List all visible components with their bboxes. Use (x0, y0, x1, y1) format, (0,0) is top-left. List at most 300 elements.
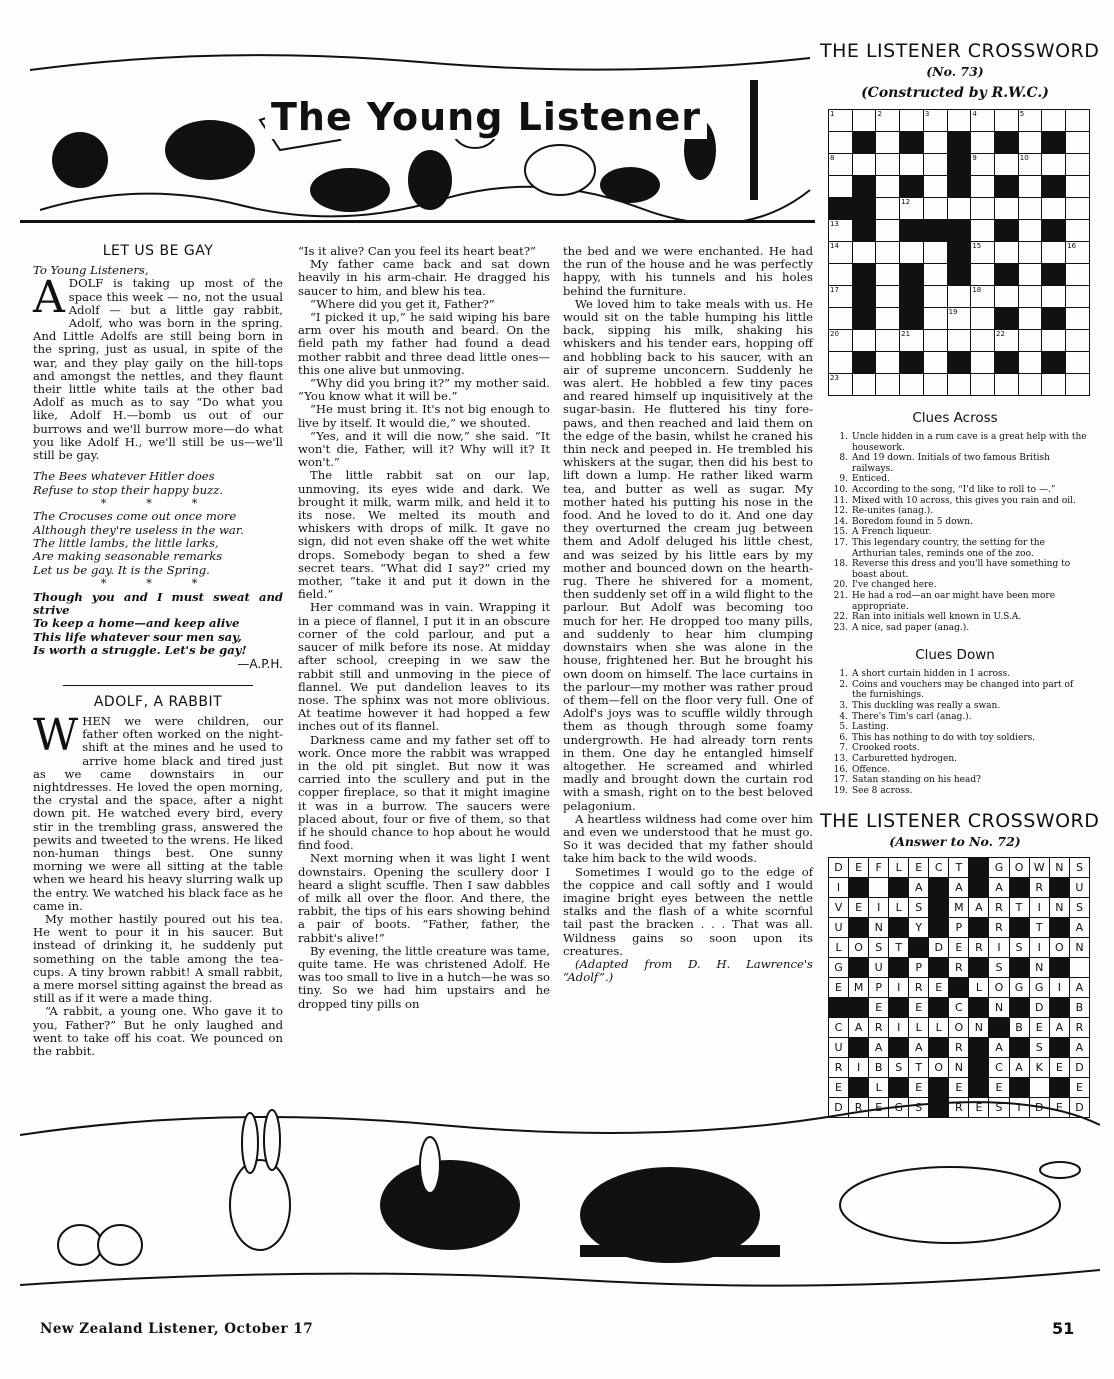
answer-black-cell (1009, 958, 1029, 978)
grid-cell[interactable] (1066, 374, 1090, 396)
grid-cell[interactable] (971, 330, 995, 352)
answer-cell: R (1029, 878, 1049, 898)
answer-cell: S (1069, 858, 1089, 878)
grid-cell[interactable] (1042, 154, 1066, 176)
answer-cell: C (929, 858, 949, 878)
answer-black-cell (889, 878, 909, 898)
answer-cell: D (829, 1098, 849, 1118)
grid-cell[interactable] (852, 110, 876, 132)
grid-cell[interactable] (1066, 286, 1090, 308)
grid-cell[interactable] (829, 264, 853, 286)
page-number: 51 (1052, 1319, 1075, 1338)
grid-cell[interactable] (1042, 110, 1066, 132)
answer-black-cell (889, 958, 909, 978)
clues-across-heading: Clues Across (912, 410, 998, 426)
clue-text: Satan standing on his head? (852, 775, 981, 786)
grid-cell[interactable]: 21 (900, 330, 924, 352)
grid-cell[interactable] (852, 242, 876, 264)
grid-cell[interactable] (947, 110, 971, 132)
grid-cell[interactable] (971, 132, 995, 154)
answer-cell: O (989, 978, 1009, 998)
answer-cell: P (949, 918, 969, 938)
grid-cell[interactable] (1066, 330, 1090, 352)
answer-cell: N (949, 1058, 969, 1078)
grid-cell[interactable] (829, 308, 853, 330)
grid-cell[interactable]: 1 (829, 110, 853, 132)
grid-cell[interactable] (876, 286, 900, 308)
grid-cell[interactable] (1066, 198, 1090, 220)
answer-cell: D (1029, 1098, 1049, 1118)
grid-black-cell (1042, 352, 1066, 374)
answer-cell: N (1069, 938, 1089, 958)
grid-cell[interactable]: 13 (829, 220, 853, 242)
grid-cell[interactable] (876, 198, 900, 220)
answer-cell: A (1009, 1058, 1029, 1078)
grid-cell[interactable] (852, 330, 876, 352)
grid-cell[interactable] (1066, 352, 1090, 374)
grid-cell[interactable] (947, 286, 971, 308)
column-1 (33, 245, 283, 1058)
grid-cell[interactable] (995, 286, 1019, 308)
clue-text: I've changed here. (852, 580, 937, 591)
clue-number: 1. (839, 669, 848, 680)
clue-item (830, 722, 1090, 733)
grid-cell[interactable] (876, 374, 900, 396)
grid-cell[interactable] (923, 242, 947, 264)
answer-black-cell (849, 1038, 869, 1058)
grid-cell[interactable] (1018, 242, 1042, 264)
answer-cell: G (889, 1098, 909, 1118)
signature: —A.P.H. (237, 656, 283, 671)
answer-cell: U (869, 958, 889, 978)
crossword-constructor: (Constructed by R.W.C.) (861, 85, 1049, 101)
grid-cell[interactable] (1042, 286, 1066, 308)
clue-item (830, 765, 1090, 776)
answer-cell: F (869, 858, 889, 878)
answer-cell: S (909, 1098, 929, 1118)
rabbit-illustration (20, 1095, 1100, 1295)
answer-cell: I (989, 938, 1009, 958)
grid-cell[interactable]: 3 (923, 110, 947, 132)
poem-line: The little lambs, the little larks, (33, 536, 219, 551)
answer-cell: U (1069, 878, 1089, 898)
answer-cell: N (1049, 858, 1069, 878)
grid-cell[interactable] (1018, 352, 1042, 374)
answer-cell: D (1069, 1098, 1089, 1118)
answer-cell: G (1009, 978, 1029, 998)
grid-cell[interactable] (971, 198, 995, 220)
grid-cell[interactable] (1066, 176, 1090, 198)
grid-cell[interactable] (995, 110, 1019, 132)
credit: (Adapted from D. H. Lawrence's “Adolf”.) (563, 956, 813, 985)
clues-across-list (820, 432, 1090, 633)
grid-cell[interactable]: 17 (829, 286, 853, 308)
answer-black-cell (969, 958, 989, 978)
grid-cell[interactable] (923, 198, 947, 220)
grid-cell[interactable] (947, 330, 971, 352)
answer-cell: D (1069, 1058, 1089, 1078)
grid-cell[interactable] (971, 308, 995, 330)
answer-cell: E (929, 978, 949, 998)
clue-item (830, 474, 1090, 485)
clue-number: 15. (833, 527, 848, 538)
answer-black-cell (849, 918, 869, 938)
clue-item (830, 701, 1090, 712)
rabbit-para-1 (33, 709, 283, 913)
clue-number: 16. (833, 764, 848, 775)
clue-item (830, 775, 1090, 786)
answer-cell: R (989, 918, 1009, 938)
grid-black-cell (995, 132, 1019, 154)
answer-cell: B (1069, 998, 1089, 1018)
answer-cell: T (1009, 898, 1029, 918)
grid-cell[interactable]: 8 (829, 154, 853, 176)
grid-cell[interactable] (947, 198, 971, 220)
grid-cell[interactable]: 14 (829, 242, 853, 264)
answer-cell: A (949, 878, 969, 898)
answer-cell: C (989, 1058, 1009, 1078)
grid-cell[interactable] (971, 374, 995, 396)
answer-black-cell (929, 958, 949, 978)
paragraph: “Where did you get it, Father?” (310, 296, 495, 311)
poem-line: This life whatever sour men say, (33, 629, 242, 644)
paragraph: Sometimes I would go to the edge of the coppice and call softly and I would imagine bright eyes between the nettle stalks and the flash of a white scornful tail past the bracken . . . That was all. Wildness gains so soon upon its creatures. (563, 864, 813, 958)
answer-cell (869, 878, 889, 898)
answer-cell: D (1029, 998, 1049, 1018)
answer-cell: E (869, 998, 889, 1018)
clue-number: 22. (833, 612, 848, 623)
clue-item (830, 496, 1090, 507)
grid-cell[interactable] (876, 352, 900, 374)
grid-black-cell (852, 264, 876, 286)
grid-cell[interactable]: 19 (947, 308, 971, 330)
grid-black-cell (900, 308, 924, 330)
grid-cell[interactable] (876, 220, 900, 242)
grid-black-cell (995, 264, 1019, 286)
clue-text: Ran into initials well known in U.S.A. (852, 612, 1022, 623)
grid-cell[interactable] (829, 352, 853, 374)
grid-cell[interactable]: 10 (1018, 154, 1042, 176)
answer-black-cell (1049, 918, 1069, 938)
answer-cell: E (1049, 1058, 1069, 1078)
answer-cell: E (849, 898, 869, 918)
crossword-grid[interactable] (828, 109, 1090, 396)
answer-black-cell (849, 958, 869, 978)
grid-cell[interactable] (1066, 154, 1090, 176)
grid-black-cell (923, 220, 947, 242)
grid-cell[interactable]: 22 (995, 330, 1019, 352)
poem-stanza-1 (33, 470, 283, 497)
clue-number: 1. (839, 432, 848, 442)
grid-black-cell (852, 352, 876, 374)
answer-cell: M (849, 978, 869, 998)
answer-cell: R (949, 1098, 969, 1118)
answer-cell: A (989, 878, 1009, 898)
grid-black-cell (947, 242, 971, 264)
answer-black-cell (969, 918, 989, 938)
answer-cell: A (869, 1038, 889, 1058)
grid-cell[interactable] (829, 176, 853, 198)
answer-cell: L (969, 978, 989, 998)
answer-cell: N (1049, 898, 1069, 918)
banner-title: The Young Listener (265, 95, 707, 139)
grid-cell[interactable] (1042, 198, 1066, 220)
answer-cell: B (869, 1058, 889, 1078)
grid-cell[interactable] (900, 110, 924, 132)
grid-cell[interactable]: 15 (971, 242, 995, 264)
grid-cell[interactable] (1066, 132, 1090, 154)
grid-cell[interactable] (1042, 374, 1066, 396)
grid-cell[interactable]: 4 (971, 110, 995, 132)
answer-cell: S (909, 898, 929, 918)
grid-cell[interactable] (1018, 374, 1042, 396)
footer-publication: New Zealand Listener, October 17 (40, 1321, 314, 1337)
clue-item (830, 559, 1090, 580)
answer-cell: E (949, 1078, 969, 1098)
grid-cell[interactable] (1018, 198, 1042, 220)
clue-item (830, 733, 1090, 744)
grid-cell[interactable] (923, 286, 947, 308)
grid-cell[interactable] (900, 374, 924, 396)
grid-cell[interactable] (923, 308, 947, 330)
grid-cell[interactable] (971, 352, 995, 374)
grid-cell[interactable] (995, 154, 1019, 176)
header-banner (20, 40, 815, 223)
clue-item (830, 754, 1090, 765)
paragraph: We loved him to take meals with us. He would sit on the table humping his little back, sipping his milk, shaking his whiskers and his tender ears, hopping off and hobbling back to his saucer, with an air of supreme unconcern. Suddenly he was alert. He hobbled a few tiny paces and reared himself up inquisitively at the sugar-basin. He fluttered his tiny fore-paws, and then reached and laid them on the edge of the basin, whilst he craned his thin neck and peeped in. He trembled his whiskers at the sugar, then did his best to lift down a lump. He rather liked warm tea, and butter as well as sugar. My mother hated his putting his nose in the food. And he loved to do it. And one day they overturned the cream jug between them and Adolf deluged his little chest, and was seized by his little ears by my mother and bounced down on the hearth-rug. There he shivered for a moment, then suddenly set off in a wild flight to the parlour. But Adolf was becoming too much for her. He dropped too many pills, and suddenly to hear him clumping downstairs when she was alone in the house, frightened her. But he brought his own doom on himself. The lace curtains in the parlour—my mother was rather proud of them—fell on the floor very full. One of Adolf's joys was to scuffle wildly through them as though through some foamy undergrowth. He had already torn rents in them. One day he entangled himself altogether. He screamed and whirled madly and brought down the curtain rod with a smash, right on to the best beloved pelagonium. (563, 296, 814, 813)
grid-cell[interactable] (1042, 330, 1066, 352)
grid-cell[interactable] (1018, 308, 1042, 330)
answer-cell: C (949, 998, 969, 1018)
answer-title: THE LISTENER CROSSWORD (820, 810, 1100, 833)
grid-cell[interactable] (876, 154, 900, 176)
grid-cell[interactable]: 5 (1018, 110, 1042, 132)
clue-number: 3. (839, 701, 848, 712)
clue-number: 6. (839, 732, 848, 743)
grid-cell[interactable] (995, 198, 1019, 220)
clue-text: See 8 across. (852, 785, 913, 796)
poem-line: Refuse to stop their happy buzz. (33, 482, 224, 497)
grid-cell[interactable]: 12 (900, 198, 924, 220)
poem-line: The Crocuses come out once more (33, 509, 237, 524)
grid-cell[interactable]: 16 (1066, 242, 1090, 264)
answer-black-cell (989, 1018, 1009, 1038)
clue-number: 13. (833, 754, 848, 765)
grid-black-cell (1042, 220, 1066, 242)
answer-black-cell (969, 1058, 989, 1078)
paragraph: the bed and we were enchanted. He had the run of the house and he was perfectly happy, with his tunnels and his holes behind the furniture. (563, 244, 813, 298)
grid-cell[interactable] (1018, 132, 1042, 154)
answer-cell: Y (909, 918, 929, 938)
answer-subtitle: (Answer to No. 72) (889, 834, 1021, 850)
clue-item (830, 527, 1090, 538)
grid-black-cell (852, 308, 876, 330)
answer-cell: A (989, 1038, 1009, 1058)
clue-item (830, 623, 1090, 634)
grid-black-cell (947, 132, 971, 154)
answer-black-cell (1049, 958, 1069, 978)
paragraph: “Is it alive? Can you feel its heart beat?” (298, 244, 536, 258)
grid-cell[interactable] (923, 154, 947, 176)
answer-cell: R (1069, 1018, 1089, 1038)
answer-cell: L (909, 1018, 929, 1038)
clue-number: 17. (833, 537, 848, 548)
column-3-body (563, 245, 813, 958)
grid-cell[interactable] (852, 374, 876, 396)
clue-text: Reverse this dress and you'll have something to boast about. (852, 559, 1071, 580)
poem-line: Although they're useless in the war. (33, 522, 244, 537)
answer-cell: S (1069, 898, 1089, 918)
answer-black-cell (929, 878, 949, 898)
clue-text: This has nothing to do with toy soldiers. (852, 732, 1036, 743)
grid-cell[interactable] (876, 176, 900, 198)
answer-cell: I (1049, 978, 1069, 998)
grid-cell[interactable] (995, 242, 1019, 264)
grid-cell[interactable] (1042, 242, 1066, 264)
clue-number: 21. (833, 590, 848, 601)
answer-cell: V (829, 898, 849, 918)
answer-black-cell (929, 918, 949, 938)
answer-cell: S (869, 938, 889, 958)
answer-black-cell (1049, 998, 1069, 1018)
grid-cell[interactable]: 9 (971, 154, 995, 176)
clue-number: 18. (833, 559, 848, 570)
heading-let-us-be-gay: LET US BE GAY (102, 243, 214, 259)
grid-black-cell (852, 198, 876, 220)
grid-cell[interactable] (876, 330, 900, 352)
clue-item (830, 743, 1090, 754)
answer-cell: I (1029, 938, 1049, 958)
answer-cell: D (829, 858, 849, 878)
poem-line: The Bees whatever Hitler does (33, 469, 215, 484)
answer-cell: N (989, 998, 1009, 1018)
answer-cell: I (869, 898, 889, 918)
grid-cell[interactable]: 23 (829, 374, 853, 396)
answer-cell: I (889, 978, 909, 998)
grid-black-cell (900, 220, 924, 242)
grid-cell[interactable] (1018, 286, 1042, 308)
clue-text: This duckling was really a swan. (852, 701, 1001, 712)
grid-cell[interactable] (923, 374, 947, 396)
answer-cell: E (829, 978, 849, 998)
column-3 (563, 245, 813, 984)
grid-cell[interactable] (1066, 264, 1090, 286)
answer-black-cell (849, 878, 869, 898)
heading-adolf-a-rabbit: ADOLF, A RABBIT (93, 693, 223, 710)
grid-cell[interactable] (1066, 110, 1090, 132)
answer-black-cell (889, 1038, 909, 1058)
grid-cell[interactable] (971, 220, 995, 242)
grid-cell[interactable] (876, 308, 900, 330)
grid-black-cell (852, 220, 876, 242)
answer-black-cell (969, 878, 989, 898)
grid-cell[interactable] (995, 374, 1019, 396)
grid-cell[interactable] (1066, 220, 1090, 242)
clue-number: 9. (839, 474, 848, 485)
grid-cell[interactable] (947, 374, 971, 396)
answer-cell: A (1069, 978, 1089, 998)
answer-cell: A (1069, 918, 1089, 938)
grid-cell[interactable] (1018, 220, 1042, 242)
answer-cell: E (849, 858, 869, 878)
clue-item (830, 591, 1090, 612)
clue-number: 12. (833, 506, 848, 517)
clue-number: 5. (839, 722, 848, 733)
answer-cell: T (949, 858, 969, 878)
answer-cell: N (869, 918, 889, 938)
grid-cell[interactable] (876, 242, 900, 264)
grid-cell[interactable] (876, 132, 900, 154)
grid-cell[interactable]: 20 (829, 330, 853, 352)
grid-cell[interactable] (1018, 264, 1042, 286)
grid-cell[interactable] (923, 330, 947, 352)
answer-cell: T (909, 1058, 929, 1078)
answer-black-cell (889, 998, 909, 1018)
stars-divider: * * * (100, 496, 216, 511)
answer-black-cell (1049, 878, 1069, 898)
grid-cell[interactable] (900, 242, 924, 264)
grid-cell[interactable] (1018, 330, 1042, 352)
grid-black-cell (995, 308, 1019, 330)
clue-number: 17. (833, 775, 848, 786)
clue-text: This legendary country, the setting for the Arthurian tales, reminds one of the zoo. (852, 537, 1045, 559)
answer-cell: T (889, 938, 909, 958)
grid-black-cell (900, 286, 924, 308)
grid-cell[interactable] (971, 264, 995, 286)
answer-cell: R (849, 1098, 869, 1118)
answer-cell: I (849, 1058, 869, 1078)
paragraph: My father came back and sat down heavily in his arm-chair. He dragged his saucer to him, and blew his tea. (298, 257, 550, 298)
answer-cell: P (909, 958, 929, 978)
grid-cell[interactable]: 2 (876, 110, 900, 132)
poem-line: Let us be gay. It is the Spring. (33, 562, 210, 577)
grid-cell[interactable] (876, 264, 900, 286)
clue-item (830, 485, 1090, 496)
grid-cell[interactable] (923, 132, 947, 154)
grid-cell[interactable] (1066, 308, 1090, 330)
grid-black-cell (1042, 264, 1066, 286)
answer-cell: N (969, 1018, 989, 1038)
clue-number: 11. (833, 495, 848, 506)
answer-black-cell (1009, 878, 1029, 898)
answer-black-cell (1009, 1038, 1029, 1058)
answer-cell: W (1029, 858, 1049, 878)
grid-cell[interactable]: 18 (971, 286, 995, 308)
grid-cell[interactable] (923, 352, 947, 374)
grid-black-cell (1042, 308, 1066, 330)
grid-cell[interactable] (971, 176, 995, 198)
grid-cell[interactable] (1018, 176, 1042, 198)
grid-cell[interactable] (923, 264, 947, 286)
clue-item (830, 517, 1090, 528)
answer-cell: N (1029, 958, 1049, 978)
gay-body (33, 272, 283, 463)
grid-cell[interactable] (852, 154, 876, 176)
column-2 (298, 245, 550, 1011)
answer-black-cell (1009, 998, 1029, 1018)
grid-black-cell (852, 176, 876, 198)
paragraph: “I picked it up,” he said wiping his bare arm over his mouth and beard. On the field path my father had found a dead mother rabbit and three dead little ones—this one alive but unmoving. (298, 310, 550, 377)
grid-cell[interactable] (900, 154, 924, 176)
answer-black-cell (949, 978, 969, 998)
poem-stanza-3 (33, 591, 283, 658)
grid-cell[interactable] (923, 176, 947, 198)
grid-cell[interactable] (829, 132, 853, 154)
clue-text: Coins and vouchers may be changed into part of the furnishings. (852, 679, 1074, 701)
paragraph: “He must bring it. It's not big enough to live by itself. It would die,” we shouted. (298, 402, 550, 430)
answer-cell: I (1029, 898, 1049, 918)
rabbit-para-2: My mother hastily poured out his tea. He went to pour it in his saucer. But instead of drinking it, he suddenly put something on the table among the tea-cups. A tiny brown rabbit! A small rabbit, a mere morsel sitting against the bread as still as if it were a made thing. (33, 911, 283, 1006)
